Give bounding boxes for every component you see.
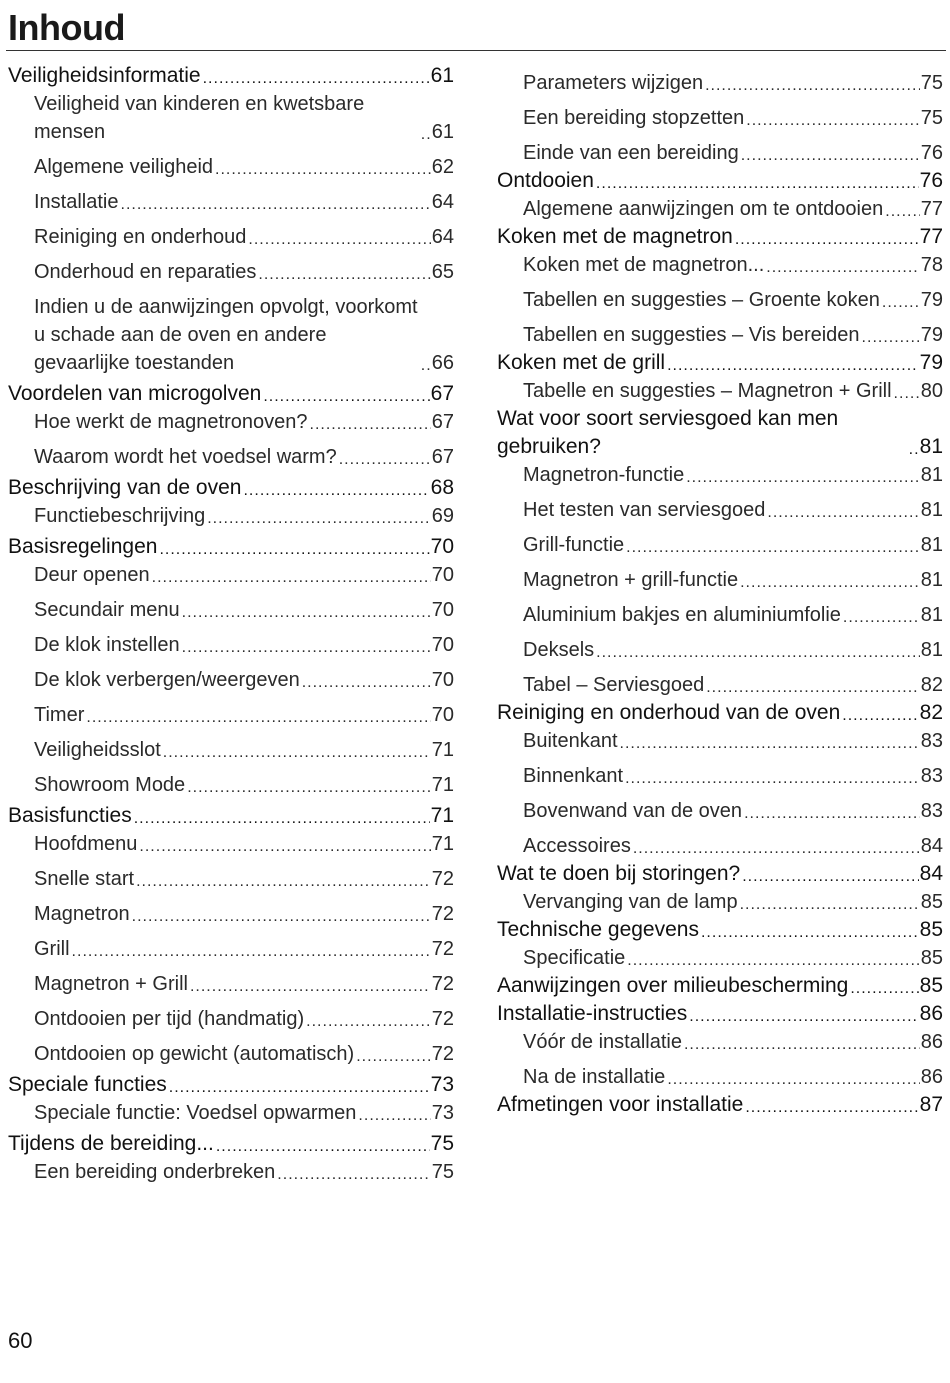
- toc-entry-page: 62: [431, 156, 454, 178]
- toc-section-entry[interactable]: [8, 443, 454, 471]
- toc-chapter-entry[interactable]: [8, 1071, 454, 1099]
- toc-chapter-entry[interactable]: [497, 1000, 943, 1028]
- toc-entry-title: De klok verbergen/weergeven: [34, 669, 300, 691]
- toc-entry-title: Parameters wijzigen: [523, 72, 704, 94]
- toc-dot-leader: [842, 711, 918, 721]
- toc-section-entry[interactable]: [497, 104, 943, 132]
- toc-section-entry[interactable]: [497, 566, 943, 594]
- toc-dot-leader: [136, 877, 431, 887]
- toc-section-entry[interactable]: [8, 293, 454, 377]
- toc-dot-leader: [633, 844, 920, 854]
- toc-entry-page: 65: [431, 261, 454, 283]
- toc-section-entry[interactable]: [497, 944, 943, 972]
- toc-dot-leader: [358, 1111, 430, 1121]
- toc-entry-title: Onderhoud en reparaties: [34, 261, 257, 283]
- toc-entry-title: Bovenwand van de oven: [523, 800, 743, 822]
- toc-dot-leader: [86, 713, 430, 723]
- toc-dot-leader: [735, 235, 919, 245]
- toc-dot-leader: [139, 842, 430, 852]
- toc-entry-title: Reiniging en onderhoud: [34, 226, 247, 248]
- toc-entry-title: Magnetron-functie: [523, 464, 685, 486]
- toc-entry-page: 81: [920, 464, 943, 486]
- toc-dot-leader: [152, 573, 431, 583]
- toc-entry-title: Accessoires: [523, 835, 631, 857]
- toc-entry-title: Veiligheid van kinderen en kwetsbare mensen: [34, 93, 365, 143]
- toc-entry-title: Grill: [34, 938, 70, 960]
- toc-entry-title: Functiebeschrijving: [34, 505, 206, 527]
- toc-section-entry[interactable]: [8, 701, 454, 729]
- toc-section-entry[interactable]: [497, 531, 943, 559]
- toc-entry-page: 81: [920, 499, 943, 521]
- toc-dot-leader: [625, 774, 920, 784]
- toc-entry-title: Ontdooien per tijd (handmatig): [34, 1008, 305, 1030]
- page-number: 60: [8, 1328, 33, 1353]
- toc-dot-leader: [767, 508, 919, 518]
- toc-entry-page: 83: [920, 765, 943, 787]
- toc-dot-leader: [243, 486, 429, 496]
- toc-dot-leader: [596, 179, 919, 189]
- toc-section-entry[interactable]: [8, 935, 454, 963]
- toc-chapter-entry[interactable]: [497, 223, 943, 251]
- toc-entry-page: 64: [431, 226, 454, 248]
- toc-entry-page: 83: [920, 730, 943, 752]
- toc-entry-page: 81: [920, 534, 943, 556]
- toc-entry-title: Deur openen: [34, 564, 150, 586]
- toc-section-entry[interactable]: [8, 408, 454, 436]
- toc-entry-page: 79: [919, 351, 943, 374]
- toc-entry-title: Aluminium bakjes en aluminiumfolie: [523, 604, 841, 626]
- toc-entry-page: 79: [920, 289, 943, 311]
- toc-dot-leader: [626, 543, 920, 553]
- toc-dot-leader: [706, 683, 920, 693]
- toc-dot-leader: [596, 648, 920, 658]
- toc-section-entry[interactable]: [497, 636, 943, 664]
- toc-section-entry[interactable]: [8, 1099, 454, 1127]
- toc-entry-title: Vervanging van de lamp: [523, 891, 738, 913]
- toc-section-entry[interactable]: [497, 1028, 943, 1056]
- toc-entry-title: Voordelen van microgolven: [8, 382, 262, 405]
- toc-section-entry[interactable]: [497, 762, 943, 790]
- toc-entry-title: Na de installatie: [523, 1066, 666, 1088]
- toc-chapter-entry[interactable]: [8, 1130, 454, 1158]
- toc-entry-title: Afmetingen voor installatie: [497, 1093, 744, 1116]
- toc-chapter-entry[interactable]: [497, 349, 943, 377]
- toc-entry-page: 85: [919, 918, 943, 941]
- toc-entry-title: Basisfuncties: [8, 804, 132, 827]
- toc-entry-page: 70: [431, 704, 454, 726]
- toc-section-entry[interactable]: [8, 90, 454, 146]
- toc-dot-leader: [894, 389, 920, 399]
- toc-entry-title: Grill-functie: [523, 534, 625, 556]
- toc-entry-title: Beschrijving van de oven: [8, 476, 242, 499]
- toc-entry-title: Aanwijzingen over milieubescherming: [497, 974, 849, 997]
- toc-left-column: [8, 62, 454, 1186]
- toc-dot-leader: [740, 900, 920, 910]
- toc-entry-title: Magnetron + grill-functie: [523, 569, 739, 591]
- toc-entry-page: 81: [920, 604, 943, 626]
- toc-entry-page: 75: [920, 72, 943, 94]
- toc-entry-page: 71: [431, 739, 454, 761]
- toc-dot-leader: [885, 207, 920, 217]
- toc-entry-title: Vóór de installatie: [523, 1031, 682, 1053]
- toc-entry-page: 72: [431, 868, 454, 890]
- toc-dot-leader: [862, 333, 920, 343]
- toc-dot-leader: [132, 912, 431, 922]
- toc-chapter-entry[interactable]: [8, 474, 454, 502]
- toc-entry-title: Het testen van serviesgoed: [523, 499, 766, 521]
- toc-entry-title: Veiligheidsslot: [34, 739, 161, 761]
- toc-entry-title: Algemene veiligheid: [34, 156, 214, 178]
- toc-section-entry[interactable]: [8, 1005, 454, 1033]
- toc-entry-title: Einde van een bereiding: [523, 142, 739, 164]
- toc-entry-title: Timer: [34, 704, 85, 726]
- toc-chapter-entry[interactable]: [8, 62, 454, 90]
- toc-dot-leader: [742, 872, 918, 882]
- toc-section-entry[interactable]: [8, 666, 454, 694]
- toc-entry-page: 84: [919, 862, 943, 885]
- toc-section-entry[interactable]: [497, 671, 943, 699]
- title-divider: [6, 50, 946, 51]
- toc-dot-leader: [746, 116, 919, 126]
- toc-entry-page: 72: [431, 938, 454, 960]
- toc-entry-title: Installatie: [34, 191, 119, 213]
- toc-entry-page: 72: [431, 903, 454, 925]
- toc-dot-leader: [310, 420, 431, 430]
- toc-section-entry[interactable]: [8, 502, 454, 530]
- toc-entry-page: 70: [430, 535, 454, 558]
- toc-entry-page: 73: [430, 1073, 454, 1096]
- toc-dot-leader: [134, 814, 430, 824]
- toc-entry-page: 79: [920, 324, 943, 346]
- toc-entry-page: 66: [431, 352, 454, 374]
- toc-dot-leader: [302, 678, 431, 688]
- toc-entry-title: Een bereiding onderbreken: [34, 1161, 276, 1183]
- toc-section-entry[interactable]: [8, 561, 454, 589]
- toc-entry-title: Veiligheidsinformatie: [8, 64, 201, 87]
- toc-entry-title: Magnetron + Grill: [34, 973, 188, 995]
- toc-entry-page: 85: [920, 891, 943, 913]
- toc-entry-page: 67: [431, 446, 454, 468]
- toc-dot-leader: [182, 643, 431, 653]
- toc-entry-title: Koken met de magnetron: [497, 225, 733, 248]
- toc-entry-page: 75: [920, 107, 943, 129]
- toc-entry-title: Magnetron: [34, 903, 130, 925]
- toc-entry-page: 83: [920, 800, 943, 822]
- toc-entry-title: Tabellen en suggesties – Groente koken: [523, 289, 880, 311]
- toc-entry-title: Tabel – Serviesgoed: [523, 674, 705, 696]
- toc-section-entry[interactable]: [8, 153, 454, 181]
- toc-dot-leader: [421, 361, 431, 371]
- toc-entry-title: Hoofdmenu: [34, 833, 138, 855]
- toc-entry-title: Buitenkant: [523, 730, 618, 752]
- toc-chapter-entry[interactable]: [497, 1091, 943, 1119]
- toc-entry-title: Waarom wordt het voedsel warm?: [34, 446, 337, 468]
- toc-dot-leader: [203, 74, 430, 84]
- toc-entry-title: Speciale functies: [8, 1073, 167, 1096]
- toc-dot-leader: [163, 748, 431, 758]
- toc-entry-page: 67: [431, 411, 454, 433]
- toc-chapter-entry[interactable]: [497, 860, 943, 888]
- toc-entry-page: 70: [431, 599, 454, 621]
- toc-section-entry[interactable]: [497, 69, 943, 97]
- toc-entry-page: 61: [430, 64, 454, 87]
- toc-entry-title: Een bereiding stopzetten: [523, 107, 745, 129]
- toc-dot-leader: [215, 165, 431, 175]
- toc-entry-page: 77: [919, 225, 943, 248]
- toc-entry-title: Koken met de magnetron...: [523, 254, 765, 276]
- toc-dot-leader: [684, 1040, 920, 1050]
- toc-section-entry[interactable]: [8, 771, 454, 799]
- toc-dot-leader: [627, 956, 919, 966]
- toc-section-entry[interactable]: [8, 1040, 454, 1068]
- toc-entry-title: Tabelle en suggesties – Magnetron + Grill: [523, 380, 892, 402]
- toc-dot-leader: [909, 445, 919, 455]
- toc-entry-page: 76: [919, 169, 943, 192]
- toc-entry-title: Speciale functie: Voedsel opwarmen: [34, 1102, 357, 1124]
- toc-section-entry[interactable]: [8, 1158, 454, 1186]
- toc-dot-leader: [667, 361, 919, 371]
- toc-entry-page: 75: [430, 1132, 454, 1155]
- toc-chapter-entry[interactable]: [8, 380, 454, 408]
- toc-entry-title: Ontdooien op gewicht (automatisch): [34, 1043, 355, 1065]
- toc-section-entry[interactable]: [8, 830, 454, 858]
- page-title: Inhoud: [8, 7, 125, 48]
- toc-dot-leader: [744, 809, 920, 819]
- toc-entry-page: 86: [920, 1031, 943, 1053]
- toc-section-entry[interactable]: [497, 195, 943, 223]
- toc-entry-page: 86: [920, 1066, 943, 1088]
- toc-dot-leader: [216, 1142, 430, 1152]
- toc-section-entry[interactable]: [497, 321, 943, 349]
- toc-dot-leader: [339, 455, 431, 465]
- toc-entry-page: 76: [920, 142, 943, 164]
- toc-entry-page: 85: [919, 974, 943, 997]
- toc-entry-page: 73: [431, 1102, 454, 1124]
- toc-dot-leader: [741, 151, 920, 161]
- toc-entry-title: Deksels: [523, 639, 595, 661]
- toc-entry-title: Showroom Mode: [34, 774, 186, 796]
- toc-dot-leader: [182, 608, 431, 618]
- toc-dot-leader: [421, 130, 431, 140]
- toc-section-entry[interactable]: [497, 139, 943, 167]
- toc-dot-leader: [263, 392, 429, 402]
- toc-dot-leader: [843, 613, 920, 623]
- toc-entry-page: 70: [431, 669, 454, 691]
- toc-entry-title: Koken met de grill: [497, 351, 666, 374]
- toc-section-entry[interactable]: [8, 223, 454, 251]
- toc-entry-page: 67: [430, 382, 454, 405]
- toc-section-entry[interactable]: [8, 736, 454, 764]
- toc-entry-page: 71: [430, 804, 454, 827]
- toc-entry-page: 72: [431, 973, 454, 995]
- toc-dot-leader: [882, 298, 920, 308]
- toc-chapter-entry[interactable]: [497, 699, 943, 727]
- toc-section-entry[interactable]: [497, 251, 943, 279]
- toc-section-entry[interactable]: [497, 727, 943, 755]
- toc-entry-title: Algemene aanwijzingen om te ontdooien: [523, 198, 884, 220]
- toc-dot-leader: [72, 947, 431, 957]
- toc-entry-title: Indien u de aanwijzingen opvolgt, voorkomt u schade aan de oven en andere gevaarlijke toestanden: [34, 296, 418, 374]
- toc-dot-leader: [277, 1170, 430, 1180]
- toc-chapter-entry[interactable]: [8, 533, 454, 561]
- toc-dot-leader: [207, 514, 431, 524]
- toc-dot-leader: [248, 235, 430, 245]
- toc-entry-page: 81: [920, 569, 943, 591]
- toc-entry-page: 72: [431, 1008, 454, 1030]
- toc-section-entry[interactable]: [8, 188, 454, 216]
- toc-dot-leader: [159, 545, 429, 555]
- toc-dot-leader: [740, 578, 920, 588]
- toc-dot-leader: [689, 1012, 918, 1022]
- toc-dot-leader: [701, 928, 919, 938]
- toc-dot-leader: [705, 81, 920, 91]
- toc-entry-page: 69: [431, 505, 454, 527]
- toc-section-entry[interactable]: [497, 797, 943, 825]
- toc-entry-page: 72: [431, 1043, 454, 1065]
- toc-entry-title: Specificatie: [523, 947, 626, 969]
- toc-chapter-entry[interactable]: [497, 167, 943, 195]
- toc-chapter-entry[interactable]: [8, 802, 454, 830]
- toc-section-entry[interactable]: [497, 377, 943, 405]
- toc-entry-title: Secundair menu: [34, 599, 180, 621]
- toc-entry-page: 78: [920, 254, 943, 276]
- toc-entry-title: Technische gegevens: [497, 918, 699, 941]
- toc-entry-title: Reiniging en onderhoud van de oven: [497, 701, 841, 724]
- toc-entry-title: Binnenkant: [523, 765, 624, 787]
- toc-dot-leader: [766, 263, 920, 273]
- toc-section-entry[interactable]: [8, 865, 454, 893]
- toc-entry-title: Wat voor soort serviesgoed kan men gebruiken?: [497, 407, 839, 458]
- toc-dot-leader: [745, 1103, 918, 1113]
- toc-entry-title: Hoe werkt de magnetronoven?: [34, 411, 308, 433]
- toc-entry-title: Snelle start: [34, 868, 135, 890]
- toc-right-column: [497, 62, 943, 1119]
- toc-entry-title: Tabellen en suggesties – Vis bereiden: [523, 324, 860, 346]
- toc-entry-page: 82: [919, 701, 943, 724]
- toc-entry-page: 70: [431, 564, 454, 586]
- toc-entry-page: 75: [431, 1161, 454, 1183]
- toc-section-entry[interactable]: [497, 496, 943, 524]
- toc-entry-page: 71: [431, 774, 454, 796]
- toc-entry-title: Wat te doen bij storingen?: [497, 862, 741, 885]
- toc-entry-page: 85: [920, 947, 943, 969]
- toc-entry-page: 81: [920, 639, 943, 661]
- toc-section-entry[interactable]: [8, 900, 454, 928]
- toc-dot-leader: [850, 984, 918, 994]
- toc-dot-leader: [258, 270, 430, 280]
- toc-section-entry[interactable]: [497, 461, 943, 489]
- toc-chapter-entry[interactable]: [497, 916, 943, 944]
- toc-entry-page: 82: [920, 674, 943, 696]
- toc-dot-leader: [169, 1083, 430, 1093]
- toc-entry-title: Tijdens de bereiding...: [8, 1132, 214, 1155]
- toc-entry-page: 81: [919, 435, 943, 458]
- toc-entry-page: 71: [431, 833, 454, 855]
- toc-entry-page: 80: [920, 380, 943, 402]
- toc-dot-leader: [187, 783, 431, 793]
- toc-section-entry[interactable]: [8, 970, 454, 998]
- toc-dot-leader: [121, 200, 431, 210]
- toc-dot-leader: [356, 1052, 431, 1062]
- toc-entry-title: Installatie-instructies: [497, 1002, 688, 1025]
- toc-entry-page: 84: [920, 835, 943, 857]
- toc-chapter-entry[interactable]: [497, 972, 943, 1000]
- toc-entry-title: Ontdooien: [497, 169, 594, 192]
- toc-entry-page: 86: [919, 1002, 943, 1025]
- toc-dot-leader: [306, 1017, 431, 1027]
- toc-entry-title: De klok instellen: [34, 634, 180, 656]
- toc-dot-leader: [686, 473, 920, 483]
- toc-section-entry[interactable]: [497, 832, 943, 860]
- toc-entry-page: 77: [920, 198, 943, 220]
- toc-section-entry[interactable]: [8, 596, 454, 624]
- toc-entry-page: 61: [431, 121, 454, 143]
- toc-section-entry[interactable]: [497, 1063, 943, 1091]
- toc-section-entry[interactable]: [497, 286, 943, 314]
- toc-section-entry[interactable]: [8, 631, 454, 659]
- toc-chapter-entry[interactable]: [497, 405, 943, 461]
- toc-entry-page: 68: [430, 476, 454, 499]
- toc-entry-page: 70: [431, 634, 454, 656]
- toc-dot-leader: [667, 1075, 919, 1085]
- toc-entry-page: 87: [919, 1093, 943, 1116]
- toc-dot-leader: [190, 982, 431, 992]
- toc-entry-title: Basisregelingen: [8, 535, 158, 558]
- toc-entry-page: 64: [431, 191, 454, 213]
- toc-dot-leader: [620, 739, 920, 749]
- toc-section-entry[interactable]: [8, 258, 454, 286]
- toc-section-entry[interactable]: [497, 888, 943, 916]
- toc-section-entry[interactable]: [497, 601, 943, 629]
